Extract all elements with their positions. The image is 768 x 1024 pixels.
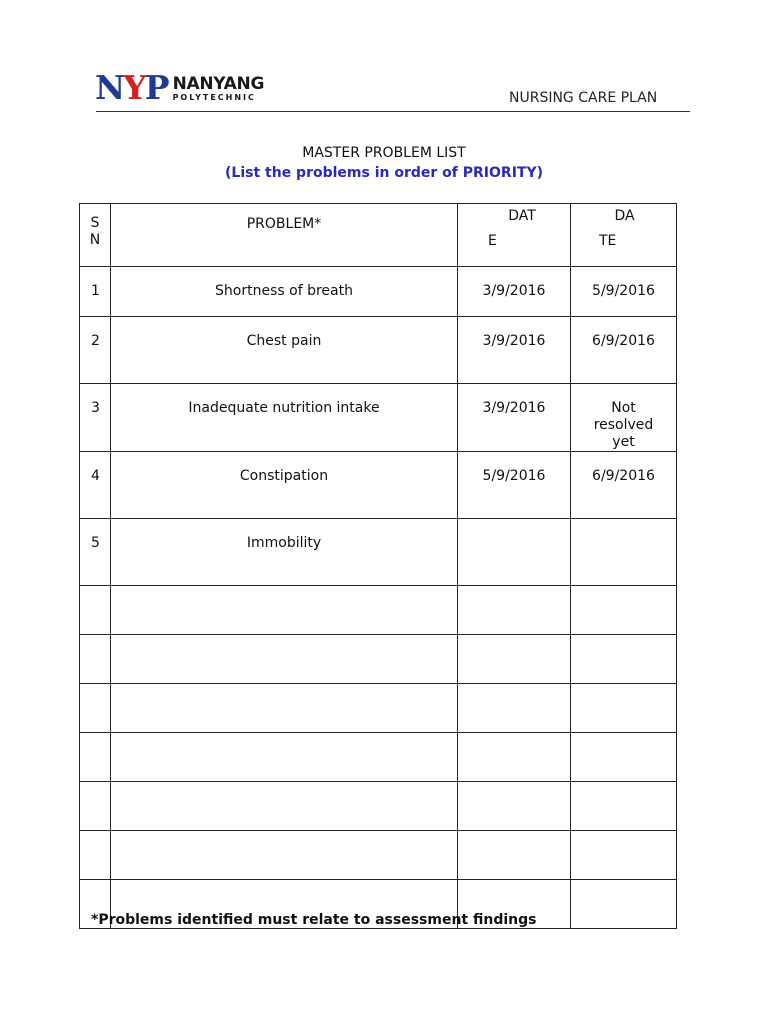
row-date xyxy=(458,519,571,586)
row-sn: 2 xyxy=(80,317,111,384)
empty-cell xyxy=(80,831,111,880)
empty-cell xyxy=(458,782,571,831)
row-sn: 5 xyxy=(80,519,111,586)
header-title: NURSING CARE PLAN xyxy=(509,90,658,106)
header-date-line2: E xyxy=(488,233,497,249)
row-resolved-text: Not resolved yet xyxy=(593,400,654,450)
header-sn xyxy=(80,204,111,267)
empty-cell xyxy=(111,733,458,782)
empty-cell xyxy=(571,733,677,782)
document-title: MASTER PROBLEM LIST xyxy=(302,145,466,161)
row-date: 3/9/2016 xyxy=(458,317,571,384)
logo-name: NANYANG xyxy=(172,73,265,94)
header-resolved-date xyxy=(571,204,677,267)
row-resolved-date: 6/9/2016 xyxy=(571,317,677,384)
empty-cell xyxy=(111,586,458,635)
table-row xyxy=(80,452,677,519)
row-date: 3/9/2016 xyxy=(458,384,571,452)
row-resolved-date: 6/9/2016 xyxy=(571,452,677,519)
table-row xyxy=(80,317,677,384)
empty-cell xyxy=(80,782,111,831)
row-problem: Constipation xyxy=(111,452,458,519)
logo-subtitle: POLYTECHNIC xyxy=(172,92,256,102)
header-date-line1: DAT xyxy=(508,208,536,224)
row-sn: 1 xyxy=(80,267,111,317)
empty-cell xyxy=(111,635,458,684)
row-date: 5/9/2016 xyxy=(458,452,571,519)
empty-cell xyxy=(458,831,571,880)
empty-table-row xyxy=(80,782,677,831)
empty-cell xyxy=(111,684,458,733)
empty-cell xyxy=(571,782,677,831)
table-row xyxy=(80,519,677,586)
logo-mark-p: P xyxy=(144,68,168,107)
row-sn: 4 xyxy=(80,452,111,519)
header-divider xyxy=(96,111,690,112)
logo-mark-n: N xyxy=(95,68,124,107)
header-sn-line2: N xyxy=(89,232,101,248)
row-sn: 3 xyxy=(80,384,111,452)
empty-cell xyxy=(80,684,111,733)
row-resolved-date: 5/9/2016 xyxy=(571,267,677,317)
logo-wordmark xyxy=(173,75,265,102)
empty-cell xyxy=(458,586,571,635)
row-date: 3/9/2016 xyxy=(458,267,571,317)
row-resolved-date xyxy=(571,519,677,586)
document-subtitle: (List the problems in order of PRIORITY) xyxy=(225,165,543,181)
empty-table-row xyxy=(80,586,677,635)
empty-cell xyxy=(458,684,571,733)
empty-cell xyxy=(458,733,571,782)
empty-cell xyxy=(571,880,677,929)
header-sn-line1: S xyxy=(90,215,100,231)
problem-list-table xyxy=(79,203,677,929)
empty-cell xyxy=(458,635,571,684)
empty-cell xyxy=(571,635,677,684)
row-problem: Chest pain xyxy=(111,317,458,384)
nyp-logo xyxy=(95,70,264,106)
empty-cell xyxy=(571,684,677,733)
table-header-row xyxy=(80,204,677,267)
empty-cell xyxy=(111,831,458,880)
row-problem: Immobility xyxy=(111,519,458,586)
logo-mark xyxy=(95,70,168,106)
empty-table-row xyxy=(80,635,677,684)
row-problem: Shortness of breath xyxy=(111,267,458,317)
empty-table-row xyxy=(80,733,677,782)
header-problem: PROBLEM* xyxy=(111,204,458,267)
empty-table-row xyxy=(80,831,677,880)
header-date xyxy=(458,204,571,267)
header-resolved-line2: TE xyxy=(599,233,617,249)
empty-cell xyxy=(80,635,111,684)
empty-table-row xyxy=(80,684,677,733)
table-row xyxy=(80,384,677,452)
row-problem: Inadequate nutrition intake xyxy=(111,384,458,452)
table-row xyxy=(80,267,677,317)
empty-cell xyxy=(571,586,677,635)
empty-cell xyxy=(80,586,111,635)
row-resolved-date xyxy=(571,384,677,452)
footnote: *Problems identified must relate to assessment findings xyxy=(91,912,537,928)
empty-cell xyxy=(80,733,111,782)
header-resolved-line1: DA xyxy=(614,208,635,224)
empty-cell xyxy=(111,782,458,831)
logo-mark-y: Y xyxy=(123,68,145,107)
empty-cell xyxy=(571,831,677,880)
